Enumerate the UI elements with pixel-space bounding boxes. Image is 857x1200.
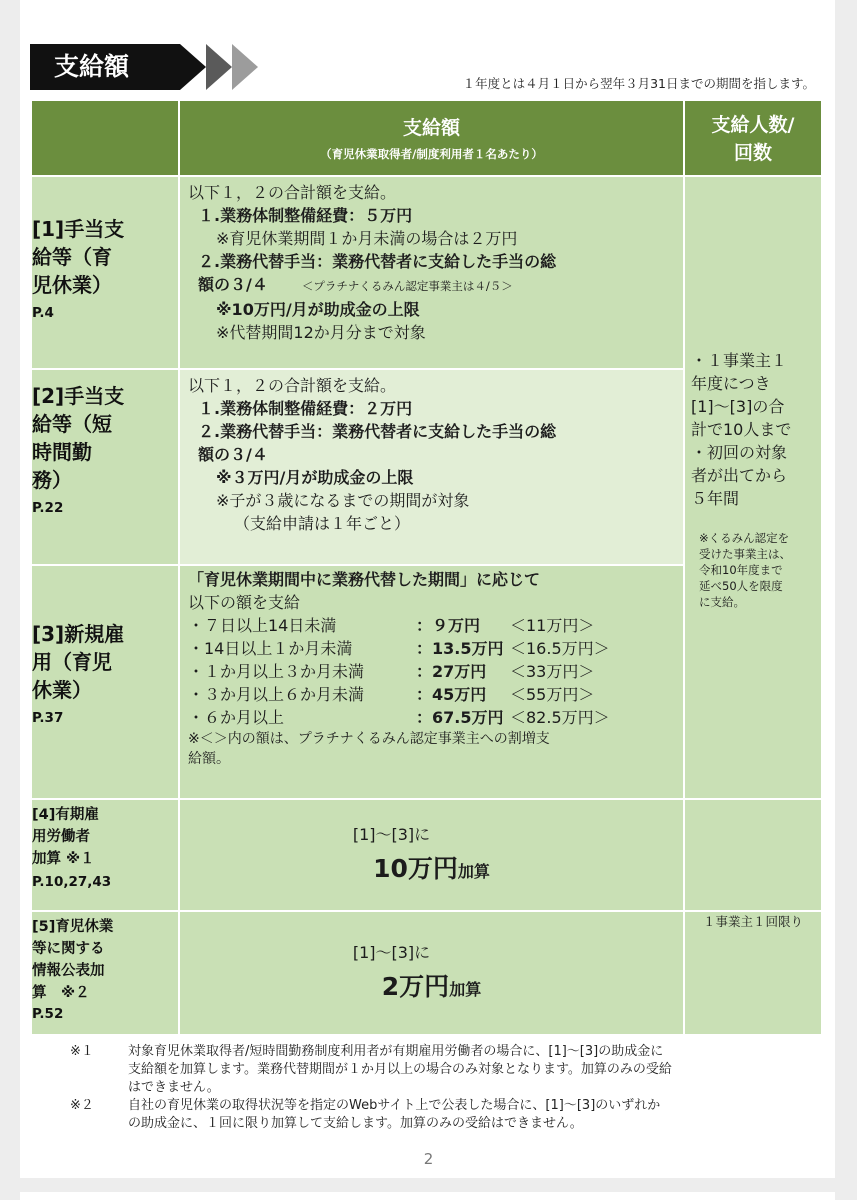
chevron-arrow-icon — [232, 44, 258, 90]
chevron-arrow-icon — [180, 44, 206, 90]
list-item: ・６か月以上 ：67.5万円 ＜82.5万円＞ — [188, 708, 610, 727]
fiscal-year-note: １年度とは４月１日から翌年３月31日までの期間を指します。 — [462, 76, 815, 91]
row-name: [3]新規雇 用（育児 休業） P.37 — [31, 565, 179, 799]
recipient-limit-cell: ・１事業主１ 年度につき [1]～[3]の合 計で10人まで ・初回の対象 者が出てから ５年間 ※くるみん認定を 受けた事業主は、 令和10年度まで 延べ50人を限度 に支給。 — [684, 176, 822, 799]
row-side-blank — [684, 799, 822, 911]
row-name: [5]育児休業 等に関する 情報公表加 算 ※２ P.52 — [31, 911, 179, 1035]
table-row — [31, 799, 822, 911]
footnote-2: ※２ 自社の育児休業の取得状況等を指定のWebサイト上で公表した場合に、[1]～[3]のいずれか の助成金に、１回に限り加算して支給します。加算のみの受給はできません。 — [70, 1098, 661, 1131]
header-amount: 支給額 （育児休業取得者/制度利用者１名あたり） — [179, 100, 684, 176]
page-ref: P.22 — [32, 500, 64, 516]
list-item: ・１か月以上３か月未満 ：27万円 ＜33万円＞ — [188, 662, 595, 681]
list-item: ・３か月以上６か月未満 ：45万円 ＜55万円＞ — [188, 685, 595, 704]
row-name: [2]手当支 給等（短 時間勤 務） P.22 — [31, 369, 179, 565]
page-ref: P.37 — [32, 710, 64, 726]
page-ref: P.52 — [32, 1006, 64, 1022]
row-name: [1]手当支 給等（育 児休業） P.4 — [31, 176, 179, 369]
once-per-employer: １事業主１回限り — [684, 911, 822, 1035]
row-content: [1]～[3]に 2万円加算 — [179, 911, 684, 1035]
page-ref: P.10,27,43 — [32, 874, 112, 890]
table-row — [31, 911, 822, 1035]
footnotes — [70, 1043, 810, 1133]
section-title: 支給額 — [30, 44, 180, 90]
row-content: 以下１，２の合計額を支給。 １.業務体制整備経費：５万円 ※育児休業期間１か月未満の場合は２万円 ２.業務代替手当：業務代替者に支給した手当の総 額の３/４ ＜プラチナくるみん認定事業主は４/５＞ ※10万円/月が助成金の上限 ※代替期間12か月分まで対象 — [179, 176, 684, 369]
table-row — [31, 176, 822, 369]
row-content: [1]～[3]に 10万円加算 — [179, 799, 684, 911]
row-content: 「育児休業期間中に業務代替した期間」に応じて 以下の額を支給 ・７日以上14日未満 ：９万円 ＜11万円＞ ・14日以上１か月未満 ：13.5万円 ＜16.5万円＞ ・１か月以上３か月未満 ：27万円 ＜33万円＞ ・３か月以上６か月未満 ：45万円 ＜55万円＞ ・６か月以上 ：67.5万円 ＜82.5万円＞ ※＜＞内の額は、プラチナくるみん認定事業主への割増支 給額。 — [179, 565, 684, 799]
header-blank — [31, 100, 179, 176]
list-item: ・14日以上１か月未満 ：13.5万円 ＜16.5万円＞ — [188, 639, 610, 658]
header-count: 支給人数/ 回数 — [684, 100, 822, 176]
subsidy-table — [30, 99, 823, 1036]
chevron-arrow-icon — [206, 44, 232, 90]
table-header-row — [31, 100, 822, 176]
row-content: 以下１，２の合計額を支給。 １.業務体制整備経費：２万円 ２.業務代替手当：業務代替者に支給した手当の総 額の３/４ ※３万円/月が助成金の上限 ※子が３歳になるまでの期間が対象 （支給申請は１年ごと） — [179, 369, 684, 565]
page-ref: P.4 — [32, 305, 54, 321]
list-item: ・７日以上14日未満 ：９万円 ＜11万円＞ — [188, 616, 595, 635]
row-name: [4]有期雇 用労働者 加算 ※１ P.10,27,43 — [31, 799, 179, 911]
kurumin-note: ※くるみん認定を 受けた事業主は、 令和10年度まで 延べ50人を限度 に支給。 — [699, 531, 791, 609]
page-number: 2 — [423, 1150, 434, 1168]
next-page-edge — [20, 1192, 835, 1200]
footnote-1: ※１ 対象育児休業取得者/短時間勤務制度利用者が有期雇用労働者の場合に、[1]～[3]の助成金に 支給額を加算します。業務代替期間が１か月以上の場合のみ対象となります。加算のみの受給 はできません。 — [70, 1044, 672, 1095]
